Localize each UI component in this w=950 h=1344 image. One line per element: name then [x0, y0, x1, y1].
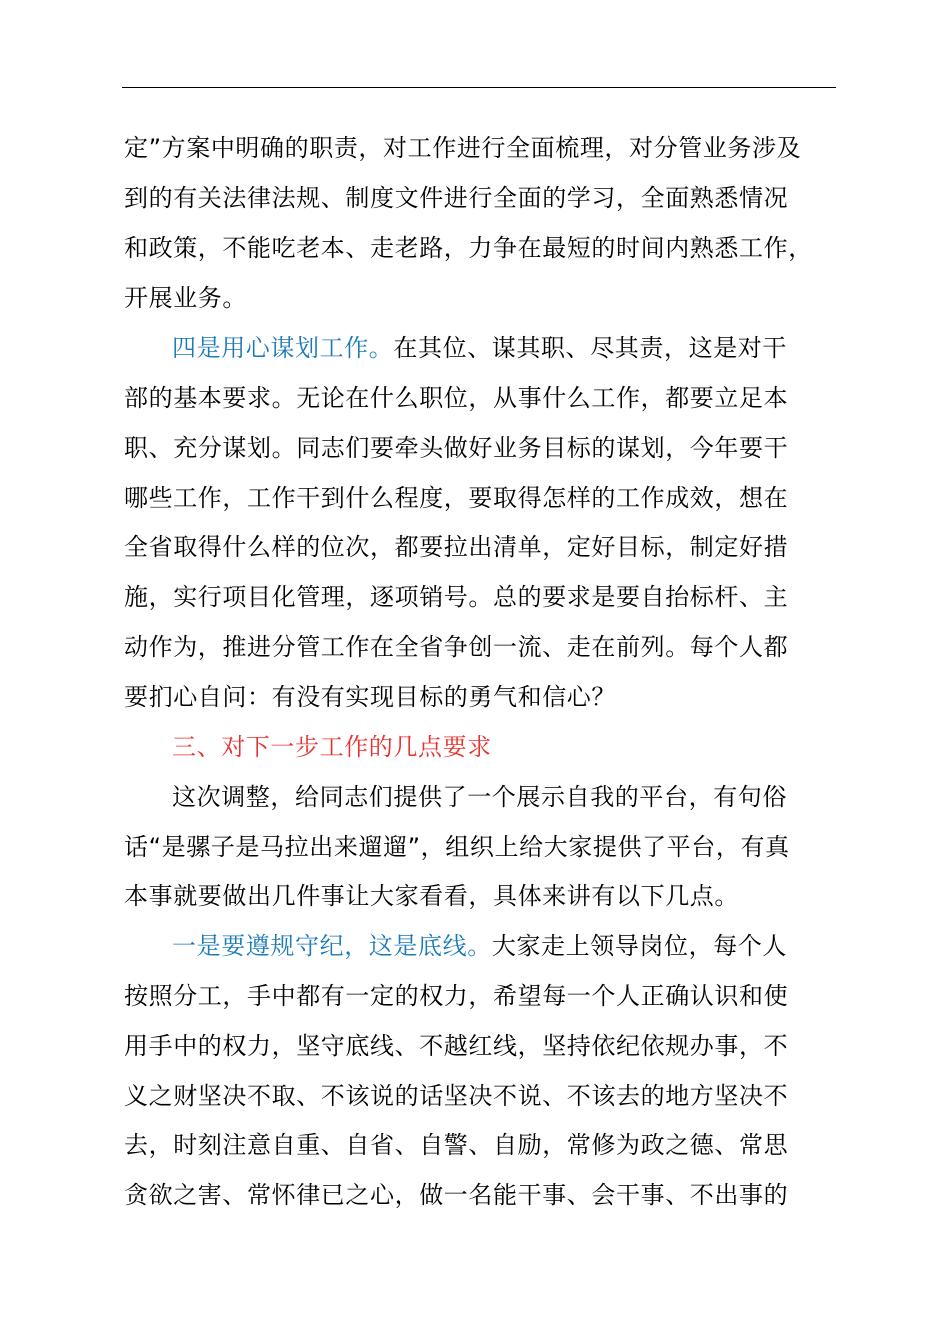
text-line: 定”方案中明确的职责，对工作进行全面梳理，对分管业务涉及	[124, 134, 802, 162]
paragraph-first-line	[172, 931, 787, 961]
text-line: 开展业务。	[124, 284, 247, 312]
text-line: 部的基本要求。无论在什么职位，从事什么工作，都要立足本	[124, 384, 789, 412]
text-line: 到的有关法律法规、制度文件进行全面的学习，全面熟悉情况	[124, 184, 789, 212]
text-line: 要扪心自问：有没有实现目标的勇气和信心？	[124, 683, 616, 711]
text-line: 职、充分谋划。同志们要牵头做好业务目标的谋划，今年要干	[124, 434, 789, 462]
text-line: 在其位、谋其职、尽其责，这是对干	[393, 334, 788, 362]
text-line: 这次调整，给同志们提供了一个展示自我的平台，有句俗	[172, 783, 787, 811]
paragraph-first-line	[172, 333, 787, 363]
text-line: 全省取得什么样的位次，都要拉出清单，定好目标，制定好措	[124, 533, 789, 561]
text-line: 去，时刻注意自重、自省、自警、自励，常修为政之德、常思	[124, 1131, 789, 1159]
subheading-four: 四是用心谋划工作。	[172, 334, 394, 362]
text-line: 话“是骡子是马拉出来遛遛”，组织上给大家提供了平台，有真	[124, 833, 790, 861]
text-line: 哪些工作，工作干到什么程度，要取得怎样的工作成效，想在	[124, 484, 789, 512]
header-rule	[122, 87, 836, 88]
text-line: 义之财坚决不取、不该说的话坚决不说、不该去的地方坚决不	[124, 1082, 789, 1110]
text-line: 本事就要做出几件事让大家看看，具体来讲有以下几点。	[124, 882, 739, 910]
subheading-one: 一是要遵规守纪，这是底线。	[172, 932, 492, 960]
section-heading: 三、对下一步工作的几点要求	[172, 733, 492, 761]
text-line: 贪欲之害、常怀律已之心，做一名能干事、会干事、不出事的	[124, 1181, 789, 1209]
text-line: 用手中的权力，坚守底线、不越红线，坚持依纪依规办事，不	[124, 1032, 789, 1060]
text-line: 按照分工，手中都有一定的权力，希望每一个人正确认识和使	[124, 982, 789, 1010]
text-line: 和政策，不能吃老本、走老路，力争在最短的时间内熟悉工作，	[124, 234, 813, 262]
text-line: 大家走上领导岗位，每个人	[491, 932, 788, 960]
text-line: 动作为，推进分管工作在全省争创一流、走在前列。每个人都	[124, 633, 789, 661]
text-line: 施，实行项目化管理，逐项销号。总的要求是要自抬标杆、主	[124, 583, 789, 611]
